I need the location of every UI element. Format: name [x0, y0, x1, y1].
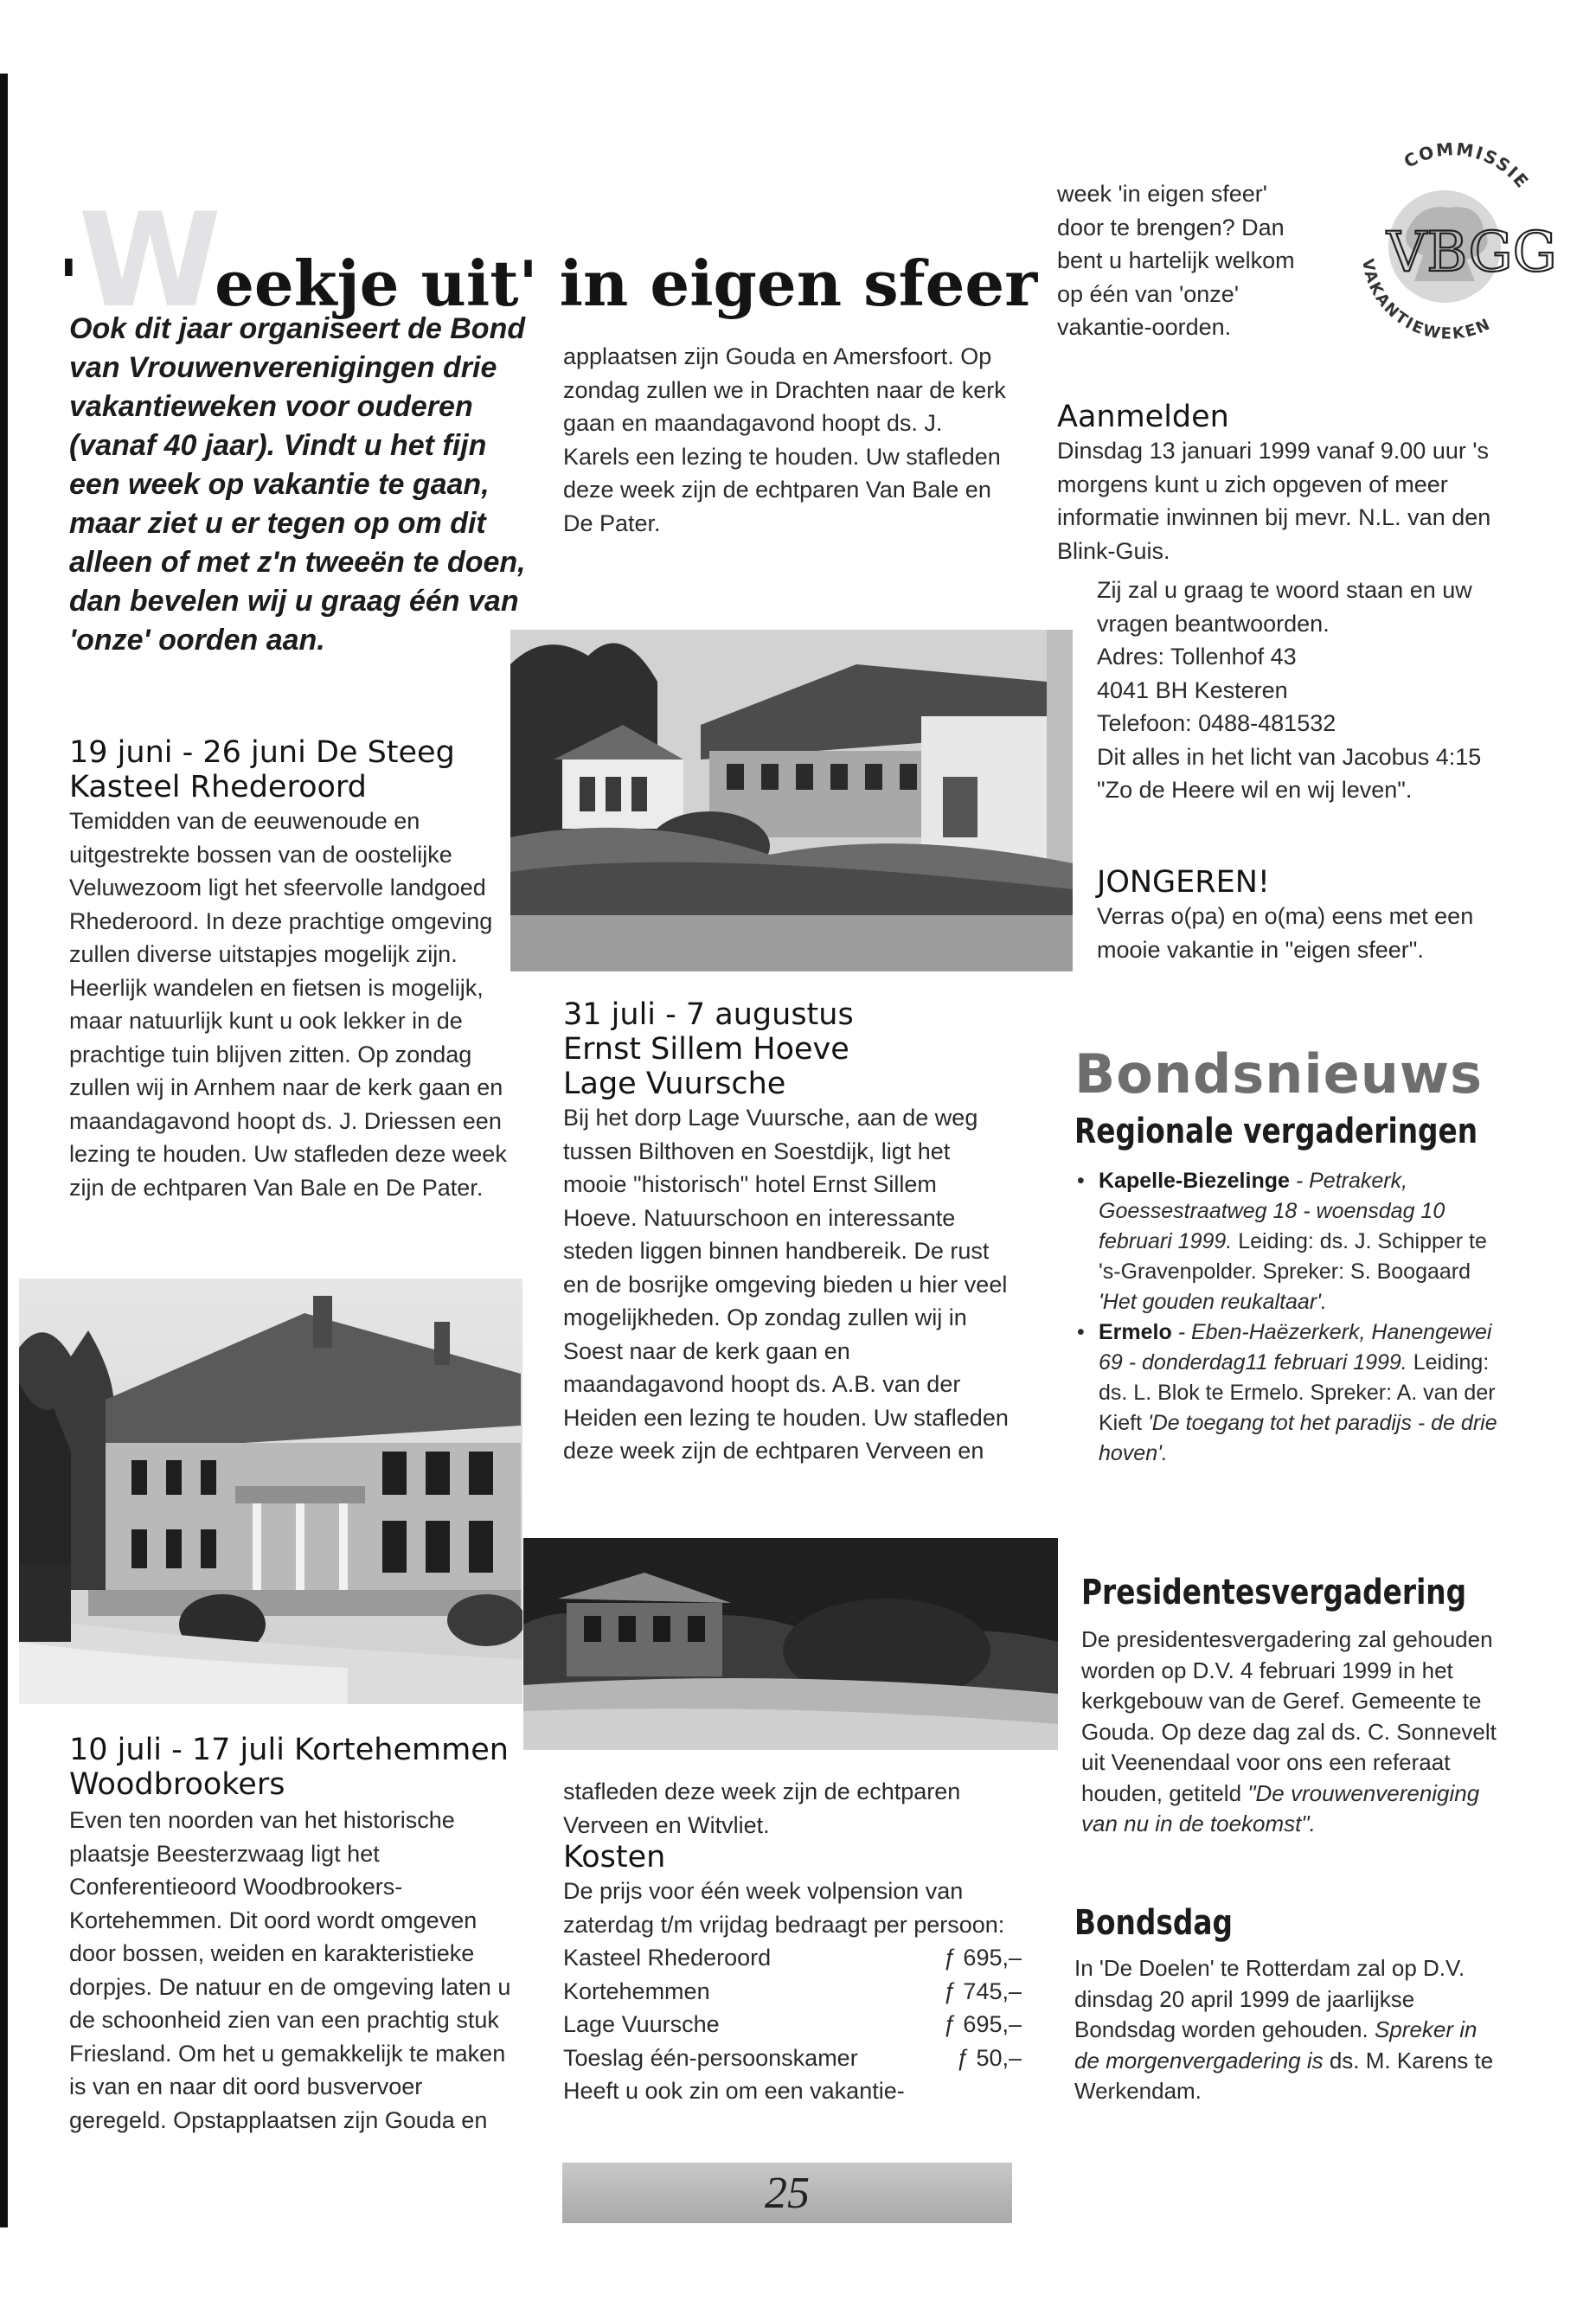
week3-text: Bij het dorp Lage Vuursche, aan de weg tussen Bilthoven en Soestdijk, ligt het mooie "historisch" hotel Ernst Sillem Hoeve. Natuurschoon en interessante steden liggen binnen handbereik. De rust en de bosrijke omgeving bieden u hier veel mogelijkheden. Op zondag zullen wij in Soest naar de kerk gaan en maandagavond hoopt ds. A.B. van der Heiden een lezing te houden. Uw stafleden deze week zijn de echtparen Verveen en: [563, 1105, 1009, 1464]
page-number: 25: [765, 2169, 810, 2218]
meetings-list: [1077, 1166, 1499, 1469]
costs-table: [563, 1941, 1022, 2074]
price-row-value: ƒ 745,–: [943, 1977, 1022, 2004]
week2-section: [69, 1733, 536, 1802]
presidents-quote: "De vrouwenvereniging van nu in de toekomst".: [1081, 1779, 1480, 1836]
bondsdag-heading: Bondsdag: [1074, 1903, 1233, 1943]
news-title: Bondsnieuws: [1074, 1042, 1484, 1106]
costs-outro-cont: week 'in eigen sfeer' door te brengen? Dan bent u hartelijk welkom op één van 'onze' vakantie-oorden.: [1057, 181, 1295, 340]
week2-heading: [69, 1733, 536, 1802]
meeting-rest: Leiding: ds. L. Blok te Ermelo. Spreker: A. van der Kieft: [1099, 1350, 1496, 1435]
meeting-talk: 'Het gouden reukaltaar'.: [1099, 1290, 1327, 1314]
week2-cont-text: applaatsen zijn Gouda en Amersfoort. Op zondag zullen we in Drachten naar de kerk gaan en maandagavond hoopt ds. J. Karels een lezing te houden. Uw stafleden deze week zijn de echtparen Van Bale en De Pater.: [563, 343, 1006, 536]
week3-heading-line2: Ernst Sillem Hoeve: [563, 1032, 849, 1067]
price-row-value: ƒ 695,–: [943, 1945, 1022, 1971]
bondsdag-body: In 'De Doelen' te Rotterdam zal op D.V. dinsdag 20 april 1999 de jaarlijkse Bondsdag worden gehouden.: [1074, 1955, 1465, 2042]
price-row-label: Lage Vuursche: [563, 2011, 720, 2037]
meeting-rest: Leiding: ds. J. Schipper te 's-Gravenpolder. Spreker: S. Boogaard: [1099, 1229, 1487, 1284]
photo-woodbrookers: [510, 630, 1073, 971]
week3-text-end: stafleden deze week zijn de echtparen Verveen en Witvliet.: [563, 1779, 961, 1838]
meeting-name: Kapelle-Biezelinge: [1099, 1169, 1290, 1193]
register-text: Dinsdag 13 januari 1999 vanaf 9.00 uur 's morgens kunt u zich opgeven of meer informatie inwinnen bij mevr. N.L. van den Blink-Guis.: [1057, 438, 1491, 564]
logo-arc-top-text: COMMISSIE: [1400, 143, 1534, 193]
costs-heading: Kosten: [563, 1840, 666, 1875]
intro-paragraph: Ook dit jaar organiseert de Bond van Vrouwenverenigingen drie vakantieweken voor ouderen (vanaf 40 jaar). Vindt u het fijn een week op vakantie te gaan, maar ziet u er tegen op om dit alleen of met z'n tweeën te doen, dan bevelen wij u graag één van 'onze' oorden aan.: [69, 312, 526, 657]
meeting-details: - Eben-Haëzerkerk, Hanengewei 69 - donderdag11 februari 1999.: [1099, 1320, 1492, 1375]
price-row-label: Kortehemmen: [563, 1977, 710, 2004]
week2-text-col1-wrap: [69, 1804, 518, 2137]
logo-letters: VBGG: [1387, 221, 1557, 285]
price-row-label: Toeslag één-persoonskamer: [563, 2044, 858, 2071]
week3-section: [563, 997, 1013, 1467]
register-contact: [1097, 574, 1521, 807]
title-drop-letter: W: [78, 186, 215, 336]
register-city: 4041 BH Kesteren: [1097, 676, 1288, 703]
price-row-value: ƒ 695,–: [943, 2011, 1022, 2037]
week3-heading-line3: Lage Vuursche: [563, 1067, 786, 1101]
logo-arc-bottom-text: VAKANTIEWEKEN: [1358, 257, 1495, 342]
meeting-item: [1077, 1166, 1499, 1317]
costs-outro-start: Heeft u ook zin om een vakantie-: [563, 2078, 905, 2104]
register-closing: Dit alles in het licht van Jacobus 4:15 "Zo de Heere wil en wij leven".: [1097, 743, 1482, 803]
youth-text: Verras o(pa) en o(ma) eens met een mooie vakantie in "eigen sfeer".: [1097, 903, 1474, 963]
price-row-label: Kasteel Rhederoord: [563, 1945, 772, 1971]
register-address: Adres: Tollenhof 43: [1097, 644, 1297, 670]
page-number-bar: [562, 2163, 1012, 2223]
costs-section: [563, 1775, 1022, 2107]
price-row: [563, 1975, 1022, 2009]
meeting-item: [1077, 1317, 1499, 1469]
register-heading: Aanmelden: [1057, 400, 1229, 434]
price-row-value: ƒ 50,–: [956, 2044, 1022, 2071]
youth-section: [1097, 865, 1521, 966]
presidents-body: De presidentesvergadering zal gehouden worden op D.V. 4 februari 1999 in het kerkgebouw van de Geref. Gemeente te Gouda. Op deze dag zal ds. C. Sonnevelt uit Veenendaal voor ons een referaat houden, getiteld: [1081, 1626, 1497, 1806]
bullet-icon: •: [1077, 1169, 1085, 1193]
price-row: [563, 2041, 1022, 2075]
photo-kasteel-rhederoord: [19, 1279, 522, 1704]
meeting-talk: 'De toegang tot het paradijs - de drie hoven'.: [1099, 1411, 1497, 1465]
presidents-heading: Presidentesvergadering: [1081, 1573, 1467, 1612]
regional-heading: Regionale vergaderingen: [1074, 1112, 1478, 1151]
week2-heading-line1: 10 juli - 17 juli Kortehemmen: [69, 1733, 509, 1767]
costs-intro: De prijs voor één week volpension van zaterdag t/m vrijdag bedraagt per persoon:: [563, 1878, 1005, 1938]
bondsdag-end: ds. M. Karens te Werkendam.: [1074, 2047, 1494, 2104]
register-text2: Zij zal u graag te woord staan en uw vragen beantwoorden.: [1097, 577, 1472, 637]
page-edge-bar: [0, 74, 8, 2227]
meeting-name: Ermelo: [1099, 1320, 1172, 1344]
bondsdag-text: [1074, 1953, 1498, 2107]
title-text: eekje uit' in eigen sfeer: [215, 247, 1038, 320]
week3-heading-line1: 31 juli - 7 augustus: [563, 997, 854, 1032]
price-row: [563, 1941, 1022, 1975]
week2-continuation: [563, 340, 1013, 540]
price-row: [563, 2008, 1022, 2041]
week1-text: Temidden van de eeuwenoude en uitgestrekte bossen van de oostelijke Veluwezoom ligt het sfeervolle landgoed Rhederoord. In deze prachtige omgeving zullen diverse uitstapjes mogelijk zijn. Heerlijk wandelen en fietsen is mogelijk, maar natuurlijk kunt u ook lekker in de prachtige tuin blijven zitten. Op zondag zullen wij in Arnhem naar de kerk gaan en maandagavond hoopt ds. J. Driessen een lezing te houden. Uw stafleden deze week zijn de echtparen Van Bale en De Pater.: [69, 808, 507, 1201]
photo-ernst-sillem-hoeve: [523, 1538, 1058, 1750]
register-phone: Telefoon: 0488-481532: [1097, 710, 1336, 736]
svg-text:COMMISSIE: [1401, 143, 1534, 193]
register-section: [1057, 400, 1516, 567]
week3-heading: [563, 997, 1013, 1101]
meeting-details: - Petrakerk, Goessestraatweg 18 - woensdag 10 februari 1999.: [1099, 1169, 1445, 1253]
presidents-text: [1081, 1625, 1505, 1840]
bullet-icon: •: [1077, 1320, 1085, 1344]
bondsdag-italic: Spreker in de morgenvergadering is: [1074, 2016, 1477, 2073]
article-title: [59, 186, 1038, 336]
vbgg-logo: [1336, 143, 1557, 342]
week2-heading-line2: Woodbrookers: [69, 1767, 285, 1802]
week2-text: Even ten noorden van het historische plaatsje Beesterzwaag ligt het Conferentieoord Woodbrookers-Kortehemmen. Dit oord wordt omgeven door bossen, weiden en karakteristieke dorpjes. De natuur en de omgeving laten u de schoonheid zien van een prachtig stuk Friesland. Om het u gemakkelijk te maken is van en naar dit oord busvervoer geregeld. Opstapplaatsen zijn Gouda en: [69, 1807, 511, 2133]
week1-heading-line1: 19 juni - 26 juni De Steeg: [69, 735, 455, 770]
week1-heading-line2: Kasteel Rhederoord: [69, 770, 367, 804]
youth-heading: JONGEREN!: [1097, 865, 1270, 900]
title-quote-mark: ': [59, 247, 79, 321]
week1-heading: [69, 735, 536, 804]
week1-section: [69, 735, 536, 1204]
